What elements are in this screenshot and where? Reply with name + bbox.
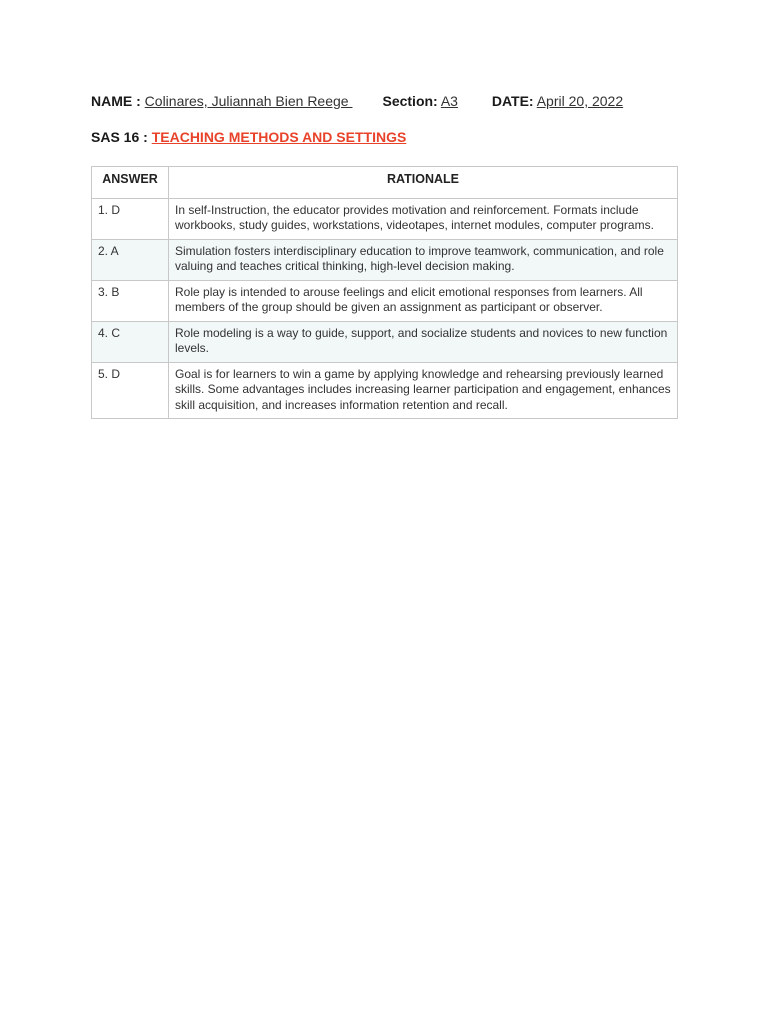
sas-title: TEACHING METHODS AND SETTINGS xyxy=(151,129,407,145)
sas-label: SAS 16 : xyxy=(91,129,148,145)
answer-cell: 2. A xyxy=(92,239,169,280)
answers-table xyxy=(91,166,678,419)
answer-column-header: ANSWER xyxy=(92,167,169,199)
table-row xyxy=(92,321,678,362)
answer-cell: 5. D xyxy=(92,362,169,419)
student-info-line xyxy=(91,92,678,110)
rationale-cell: In self-Instruction, the educator provides motivation and reinforcement. Formats include workbooks, study guides, workstations, videotapes, internet modules, computer programs. xyxy=(169,198,678,239)
answer-cell: 1. D xyxy=(92,198,169,239)
name-label: NAME : xyxy=(91,93,141,109)
table-row xyxy=(92,239,678,280)
table-header-row xyxy=(92,167,678,199)
date-label: DATE: xyxy=(491,93,534,109)
rationale-cell: Simulation fosters interdisciplinary education to improve teamwork, communication, and role valuing and teaches critical thinking, high-level decision making. xyxy=(169,239,678,280)
rationale-cell: Role play is intended to arouse feelings and elicit emotional responses from learners. All members of the group should be given an assignment as participant or observer. xyxy=(169,280,678,321)
answer-cell: 4. C xyxy=(92,321,169,362)
table-row xyxy=(92,198,678,239)
table-row xyxy=(92,362,678,419)
rationale-cell: Goal is for learners to win a game by applying knowledge and rehearsing previously learned skills. Some advantages includes increasing learner participation and engagement, enhances skill acquisition, and increases information retention and recall. xyxy=(169,362,678,419)
table-row xyxy=(92,280,678,321)
rationale-cell: Role modeling is a way to guide, support, and socialize students and novices to new function levels. xyxy=(169,321,678,362)
section-label: Section: xyxy=(382,93,438,109)
name-value: Colinares, Juliannah Bien Reege xyxy=(144,93,353,109)
answer-cell: 3. B xyxy=(92,280,169,321)
date-value: April 20, 2022 xyxy=(536,93,624,109)
document-page xyxy=(91,92,678,419)
rationale-column-header: RATIONALE xyxy=(169,167,678,199)
section-value: A3 xyxy=(440,93,458,109)
sas-heading xyxy=(91,128,678,146)
